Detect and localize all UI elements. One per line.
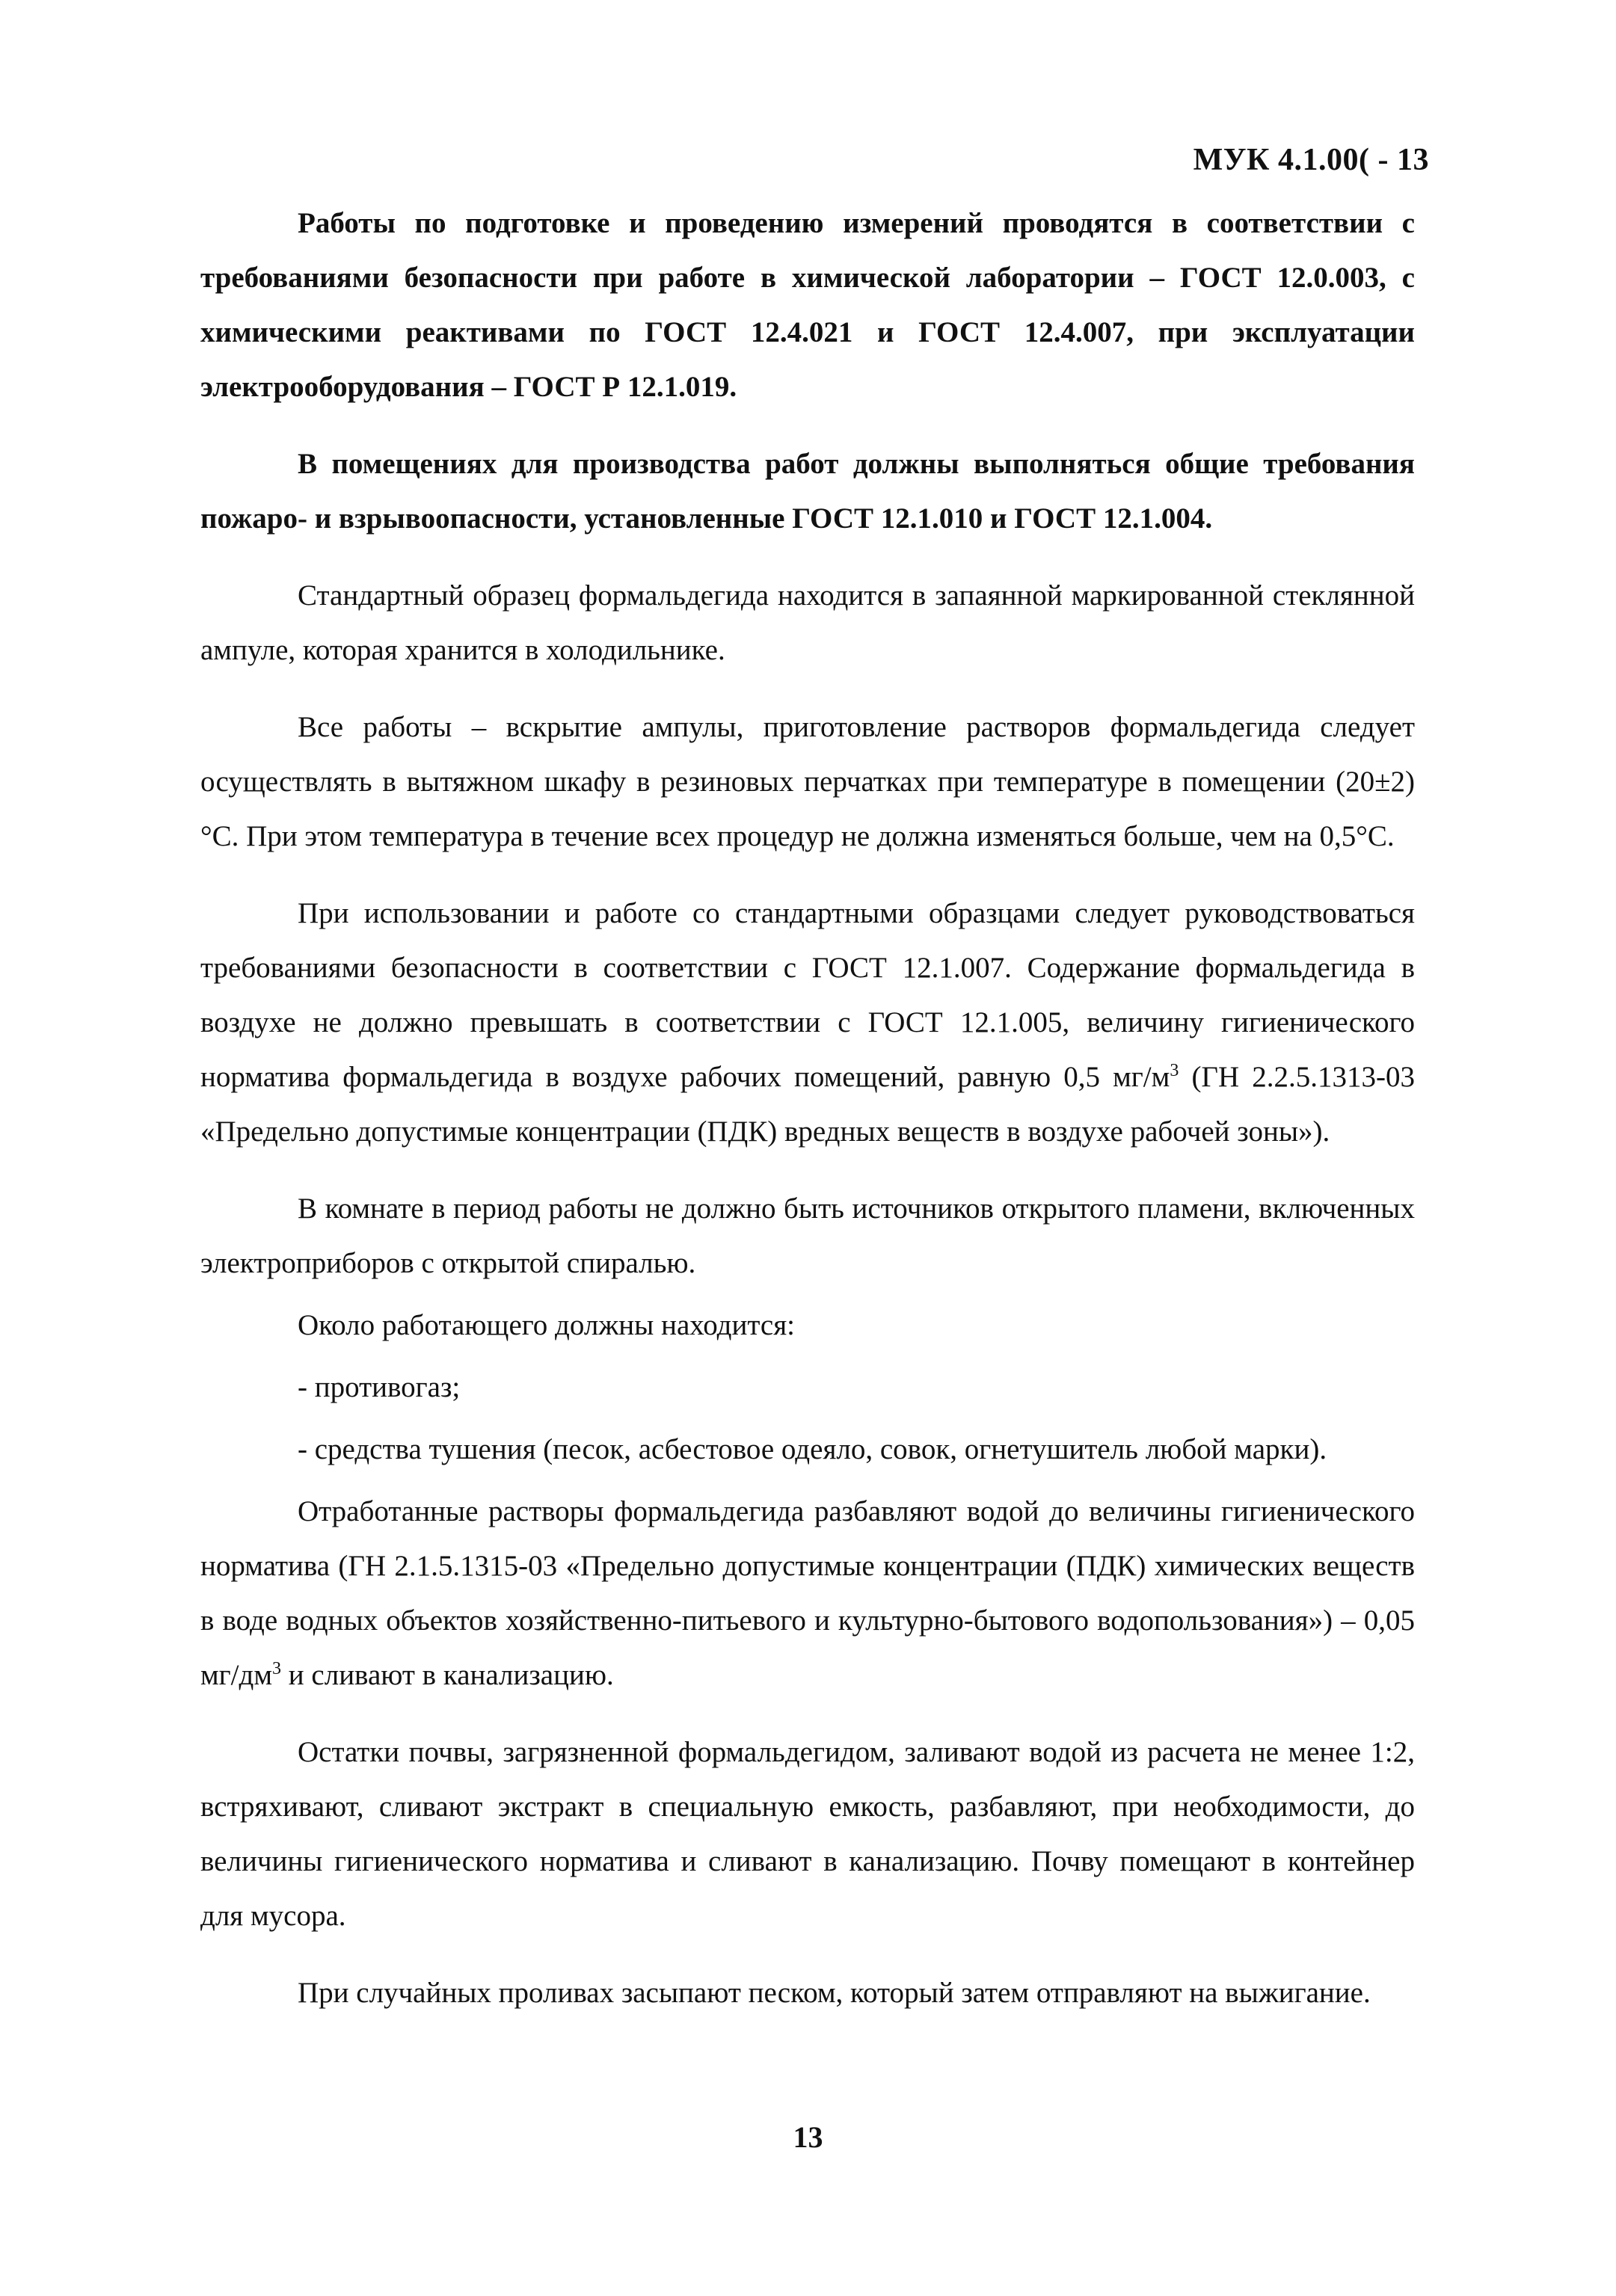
paragraph-sample-handling-text: При использовании и работе со стандартными образцами следует руководствоваться требованиями безопасности в соответствии с ГОСТ 12.1.007. Содержание формальдегида в воздухе не должно превышать в соответствии с ГОСТ 12.1.005, величину гигиенического норматива формальдегида в воздухе рабочих помещений, равную 0,5 мг/м	[200, 897, 1415, 1093]
paragraph-waste-solutions	[200, 1484, 1415, 1702]
list-item-extinguishing-means: - средства тушения (песок, асбестовое одеяло, совок, огнетушитель любой марки).	[298, 1433, 1327, 1465]
page-number: 13	[793, 2120, 823, 2154]
superscript-cubic-dm: 3	[272, 1659, 282, 1678]
paragraph-equipment-intro: Около работающего должны находится:	[298, 1309, 795, 1341]
paragraph-standard-sample-storage: Стандартный образец формальдегида находится в запаянной маркированной стеклянной ампуле, которая хранится в холодильнике.	[200, 579, 1415, 666]
paragraph-soil-residues: Остатки почвы, загрязненной формальдегидом, заливают водой из расчета не менее 1:2, встряхивают, сливают экстракт в специальную емкость, разбавляют, при необходимости, до величины гигиенического норматива и сливают в канализацию. Почву помещают в контейнер для мусора.	[200, 1736, 1415, 1932]
superscript-cubic: 3	[1170, 1061, 1179, 1080]
paragraph-no-open-flame: В комнате в период работы не должно быть источников открытого пламени, включенных электроприборов с открытой спиралью.	[200, 1192, 1415, 1279]
paragraph-sample-handling	[200, 886, 1415, 1159]
paragraph-sample-handling-tail: (ГН 2.2.5.1313-03 «Предельно допустимые концентрации (ПДК) вредных веществ в воздухе рабочей зоны»).	[200, 1061, 1416, 1148]
paragraph-work-conditions: Все работы – вскрытие ампулы, приготовление растворов формальдегида следует осуществлять в вытяжном шкафу в резиновых перчатках при температуре в помещении (20±2)°С. При этом температура в течение всех процедур не должна изменяться больше, чем на 0,5°С.	[200, 711, 1415, 852]
document-code-header: МУК 4.1.00( - 13	[1193, 143, 1429, 177]
paragraph-spills: При случайных проливах засыпают песком, который затем отправляют на выжигание.	[298, 1977, 1371, 2009]
paragraph-waste-solutions-tail: и сливают в канализацию.	[281, 1659, 614, 1691]
paragraph-fire-safety: В помещениях для производства работ должны выполняться общие требования пожаро- и взрывоопасности, установленные ГОСТ 12.1.010 и ГОСТ 12.1.004.	[200, 448, 1415, 535]
list-item-gas-mask: - противогаз;	[298, 1371, 461, 1403]
document-body	[200, 196, 1415, 2043]
paragraph-safety-requirements: Работы по подготовке и проведению измерений проводятся в соответствии с требованиями безопасности при работе в химической лаборатории – ГОСТ 12.0.003, с химическими реактивами по ГОСТ 12.4.021 и ГОСТ 12.4.007, при эксплуатации электрооборудования – ГОСТ Р 12.1.019.	[200, 207, 1415, 403]
paragraph-waste-solutions-text: Отработанные растворы формальдегида разбавляют водой до величины гигиенического норматива (ГН 2.1.5.1315-03 «Предельно допустимые концентрации (ПДК) химических веществ в воде водных объектов хозяйственно-питьевого и культурно-бытового водопользования») – 0,05 мг/дм	[200, 1495, 1415, 1691]
